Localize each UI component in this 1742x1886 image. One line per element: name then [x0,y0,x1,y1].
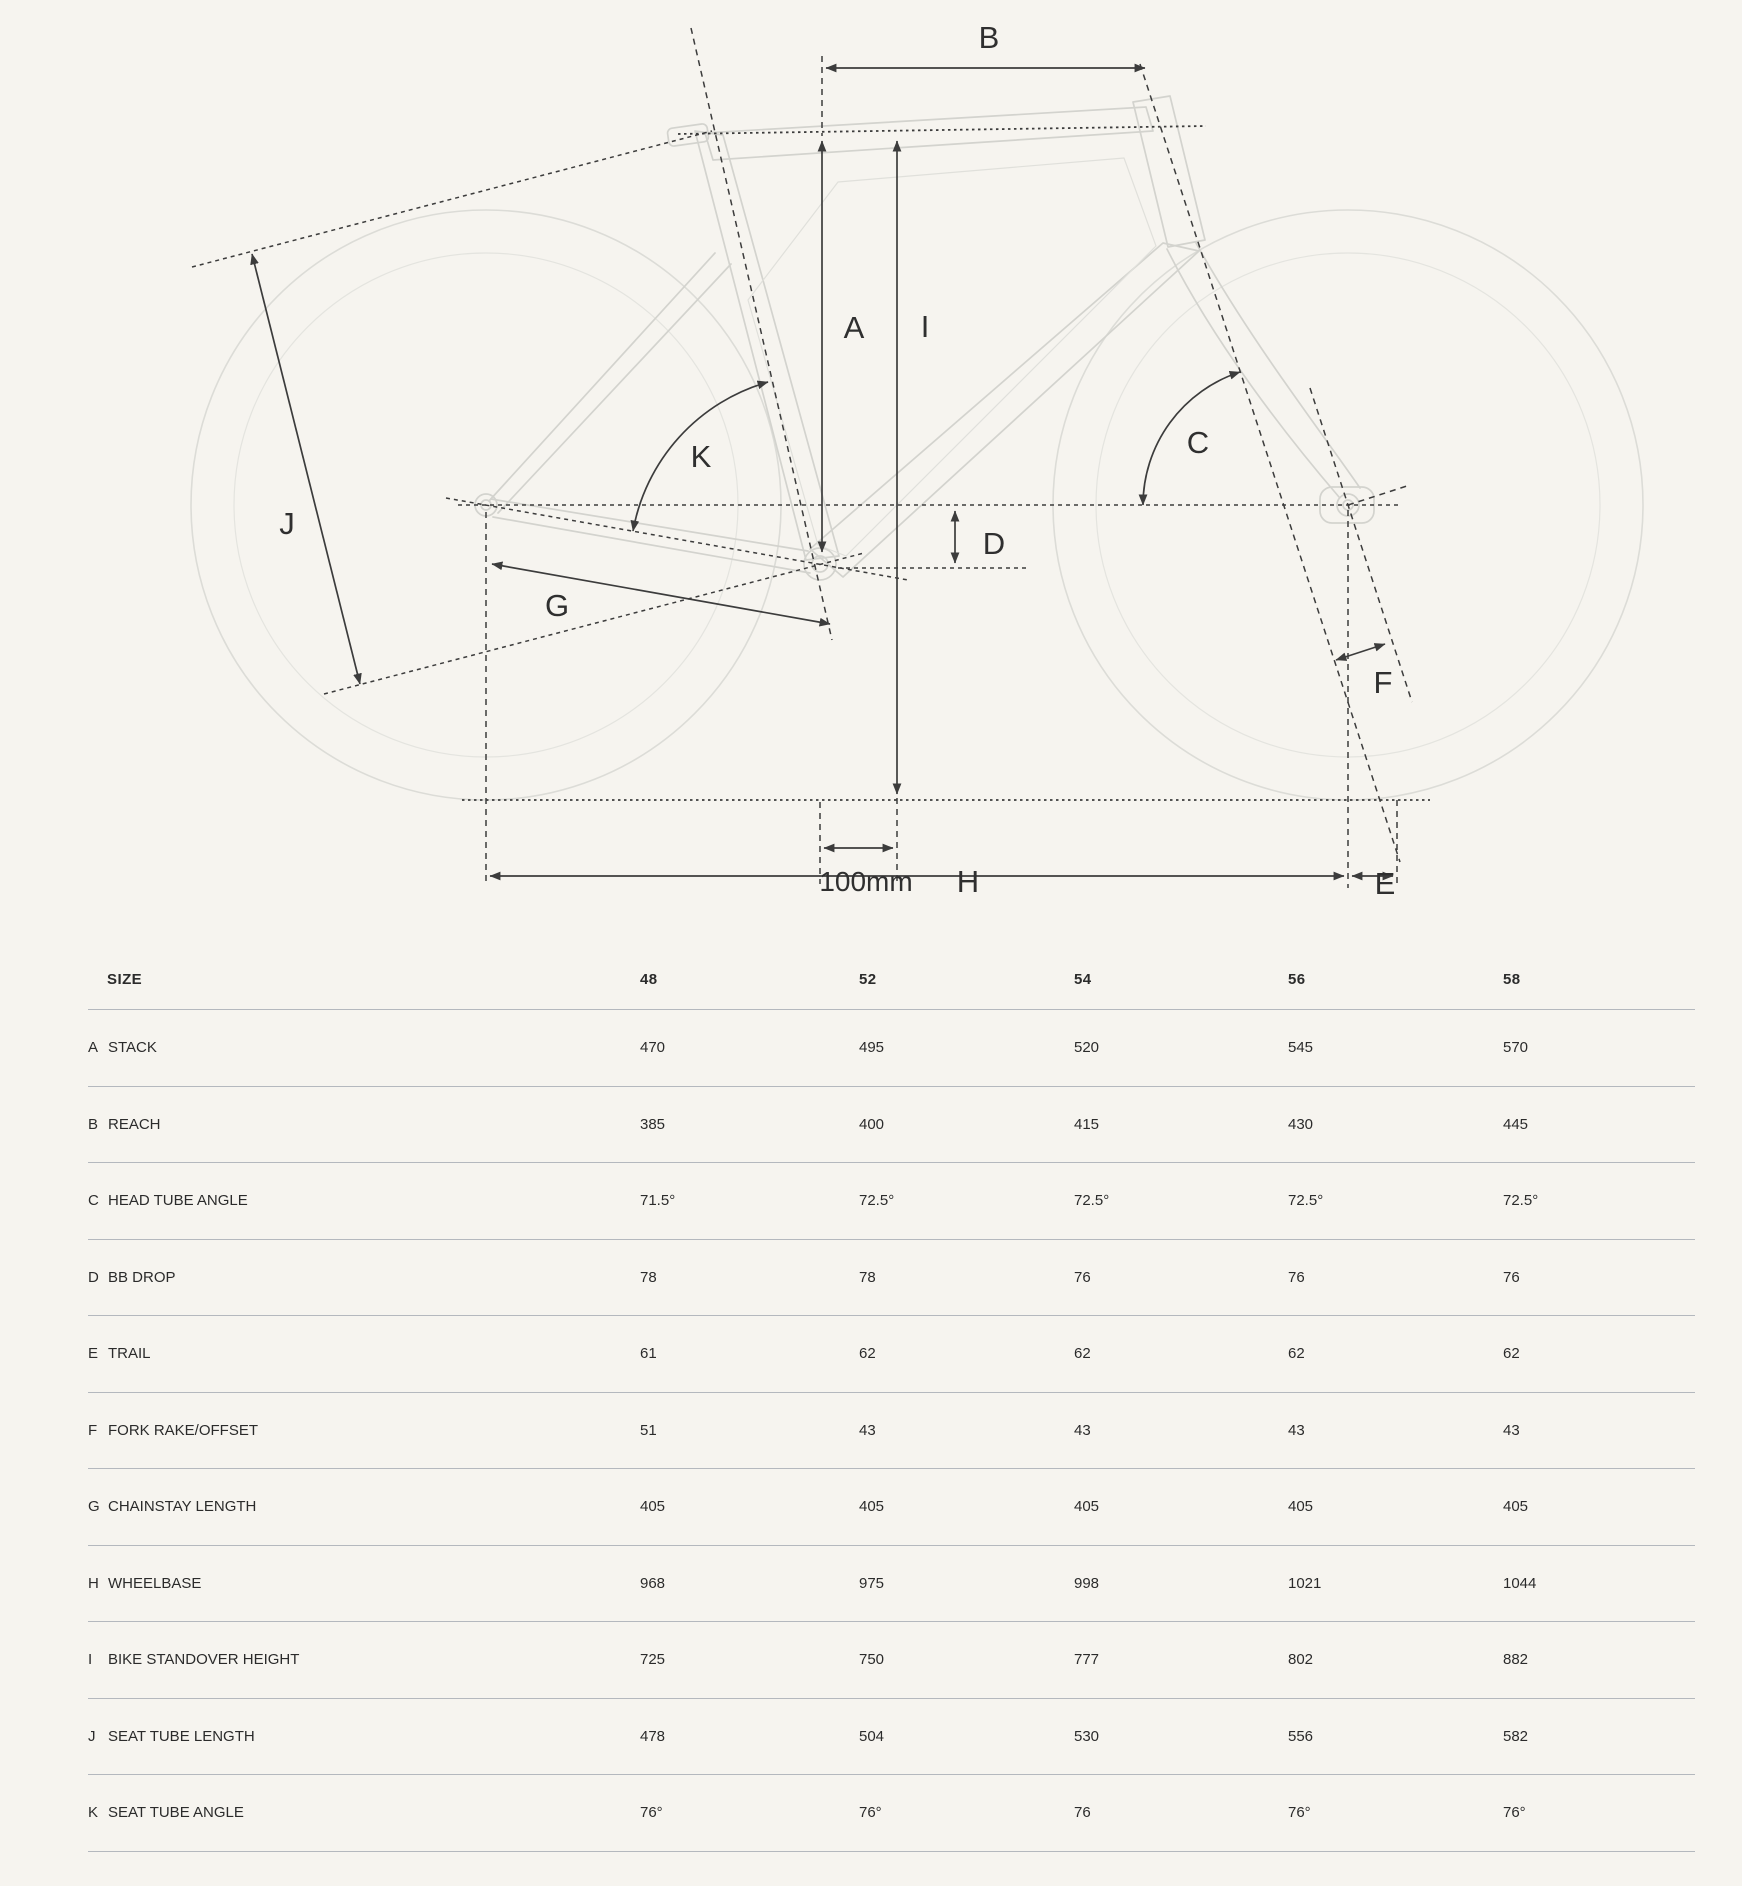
row-name: STACK [108,1039,157,1057]
row-value: 968 [640,1574,666,1592]
row-value: 802 [1288,1651,1314,1669]
fork-offset-parallel [1310,388,1412,702]
table-row [88,1468,1695,1545]
row-value: 76 [1074,1268,1091,1286]
seat-tube [695,131,839,560]
row-value: 62 [1503,1345,1520,1363]
head-tube [1133,96,1205,247]
row-value: 725 [640,1651,666,1669]
steering-axis-line [1140,64,1400,862]
row-letter: E [88,1345,99,1363]
row-label [88,1804,640,1821]
bb-perpendicular [324,553,864,694]
hub-perpendicular [1348,485,1410,505]
table-header-col-56: 56 [1288,971,1306,988]
row-label [88,1728,640,1745]
row-value: 430 [1288,1115,1314,1133]
dim-G-chainstay [492,564,830,624]
table-header-col-58: 58 [1503,971,1521,988]
table-row [88,1086,1695,1163]
row-value: 882 [1503,1651,1529,1669]
table-row [88,1621,1695,1698]
dim-label-K: K [690,439,712,474]
row-value: 495 [859,1039,885,1057]
row-value: 72.5° [859,1192,895,1210]
row-letter: G [88,1498,100,1516]
row-value: 76 [1074,1804,1091,1822]
seat-stay-upper [489,253,715,501]
row-value: 520 [1074,1039,1100,1057]
dim-label-A: A [843,310,865,345]
table-row [88,1392,1695,1469]
table-header-row [88,950,1695,1009]
row-value: 61 [640,1345,657,1363]
row-value: 556 [1288,1727,1314,1745]
fork-blade-front-edge [1196,243,1360,488]
row-label [88,1039,640,1056]
row-name: BIKE STANDOVER HEIGHT [108,1651,300,1669]
seat-top-perpendicular [192,131,712,267]
row-value: 1021 [1288,1574,1322,1592]
row-value: 750 [859,1651,885,1669]
row-label [88,1575,640,1592]
row-value: 478 [640,1727,666,1745]
row-value: 445 [1503,1115,1529,1133]
row-value: 570 [1503,1039,1529,1057]
table-row [88,1009,1695,1086]
table-row [88,1774,1695,1852]
geometry-table [88,950,1695,1852]
row-name: SEAT TUBE ANGLE [108,1804,244,1822]
row-value: 405 [859,1498,885,1516]
row-value: 405 [1074,1498,1100,1516]
dim-label-G: G [544,588,570,623]
row-value: 76° [859,1804,882,1822]
row-value: 470 [640,1039,666,1057]
row-name: HEAD TUBE ANGLE [108,1192,248,1210]
row-value: 504 [859,1727,885,1745]
row-value: 43 [859,1421,876,1439]
row-name: SEAT TUBE LENGTH [108,1727,255,1745]
row-name: TRAIL [108,1345,151,1363]
table-row [88,1315,1695,1392]
dim-label-100mm: 100mm [819,866,913,897]
row-name: WHEELBASE [108,1574,202,1592]
seat-axis-line [691,28,832,640]
row-value: 62 [1074,1345,1091,1363]
row-value: 76° [1288,1804,1311,1822]
construction-lines [192,28,1430,888]
row-label [88,1422,640,1439]
dim-label-H: H [956,864,980,899]
dim-label-E: E [1374,866,1396,901]
row-letter: C [88,1192,99,1210]
table-row [88,1162,1695,1239]
table-row [88,1239,1695,1316]
row-value: 405 [1288,1498,1314,1516]
table-header-size: SIZE [107,971,143,988]
row-value: 72.5° [1503,1192,1539,1210]
row-value: 76 [1503,1268,1520,1286]
row-letter: D [88,1268,99,1286]
front-triangle-inner [748,158,1156,556]
row-value: 62 [1288,1345,1305,1363]
row-value: 43 [1074,1421,1091,1439]
row-value: 405 [1503,1498,1529,1516]
row-value: 72.5° [1074,1192,1110,1210]
row-name: CHAINSTAY LENGTH [108,1498,257,1516]
row-value: 545 [1288,1039,1314,1057]
row-value: 405 [640,1498,666,1516]
table-header-col-54: 54 [1074,971,1092,988]
row-name: BB DROP [108,1268,176,1286]
seat-clamp [667,123,709,146]
table-row [88,1698,1695,1775]
row-value: 400 [859,1115,885,1133]
row-value: 1044 [1503,1574,1537,1592]
dim-label-I: I [920,309,930,344]
row-value: 78 [640,1268,657,1286]
dim-label-D: D [982,526,1006,561]
dim-label-J: J [279,506,295,541]
dim-F-fork-rake [1336,644,1385,660]
row-label [88,1192,640,1209]
row-value: 415 [1074,1115,1100,1133]
table-header-col-52: 52 [859,971,877,988]
row-letter: I [88,1651,93,1669]
top-tube [705,107,1153,160]
row-value: 530 [1074,1727,1100,1745]
row-value: 43 [1503,1421,1520,1439]
row-value: 76° [640,1804,663,1822]
row-value: 62 [859,1345,876,1363]
table-header-col-48: 48 [640,971,658,988]
row-value: 975 [859,1574,885,1592]
row-label [88,1116,640,1133]
row-letter: J [88,1727,96,1745]
table-body [88,1009,1695,1852]
dim-label-F: F [1373,665,1393,700]
row-label [88,1498,640,1515]
row-letter: H [88,1574,99,1592]
dim-label-C: C [1186,425,1210,460]
row-letter: K [88,1804,99,1822]
row-value: 72.5° [1288,1192,1324,1210]
seat-stay-lower [498,264,731,513]
row-name: FORK RAKE/OFFSET [108,1421,259,1439]
dimension-lines [252,68,1393,876]
row-label [88,1651,640,1668]
row-value: 777 [1074,1651,1100,1669]
row-letter: B [88,1115,99,1133]
row-letter: F [88,1421,98,1439]
row-value: 582 [1503,1727,1529,1745]
row-value: 43 [1288,1421,1305,1439]
row-letter: A [88,1039,99,1057]
row-value: 51 [640,1421,657,1439]
row-value: 385 [640,1115,666,1133]
row-value: 78 [859,1268,876,1286]
row-value: 71.5° [640,1192,676,1210]
row-value: 998 [1074,1574,1100,1592]
row-name: REACH [108,1115,161,1133]
row-value: 76 [1288,1268,1305,1286]
dim-J-seat-tube [252,254,360,684]
dim-label-B: B [978,20,1000,55]
row-value: 76° [1503,1804,1526,1822]
row-label [88,1269,640,1286]
row-label [88,1345,640,1362]
table-row [88,1545,1695,1622]
